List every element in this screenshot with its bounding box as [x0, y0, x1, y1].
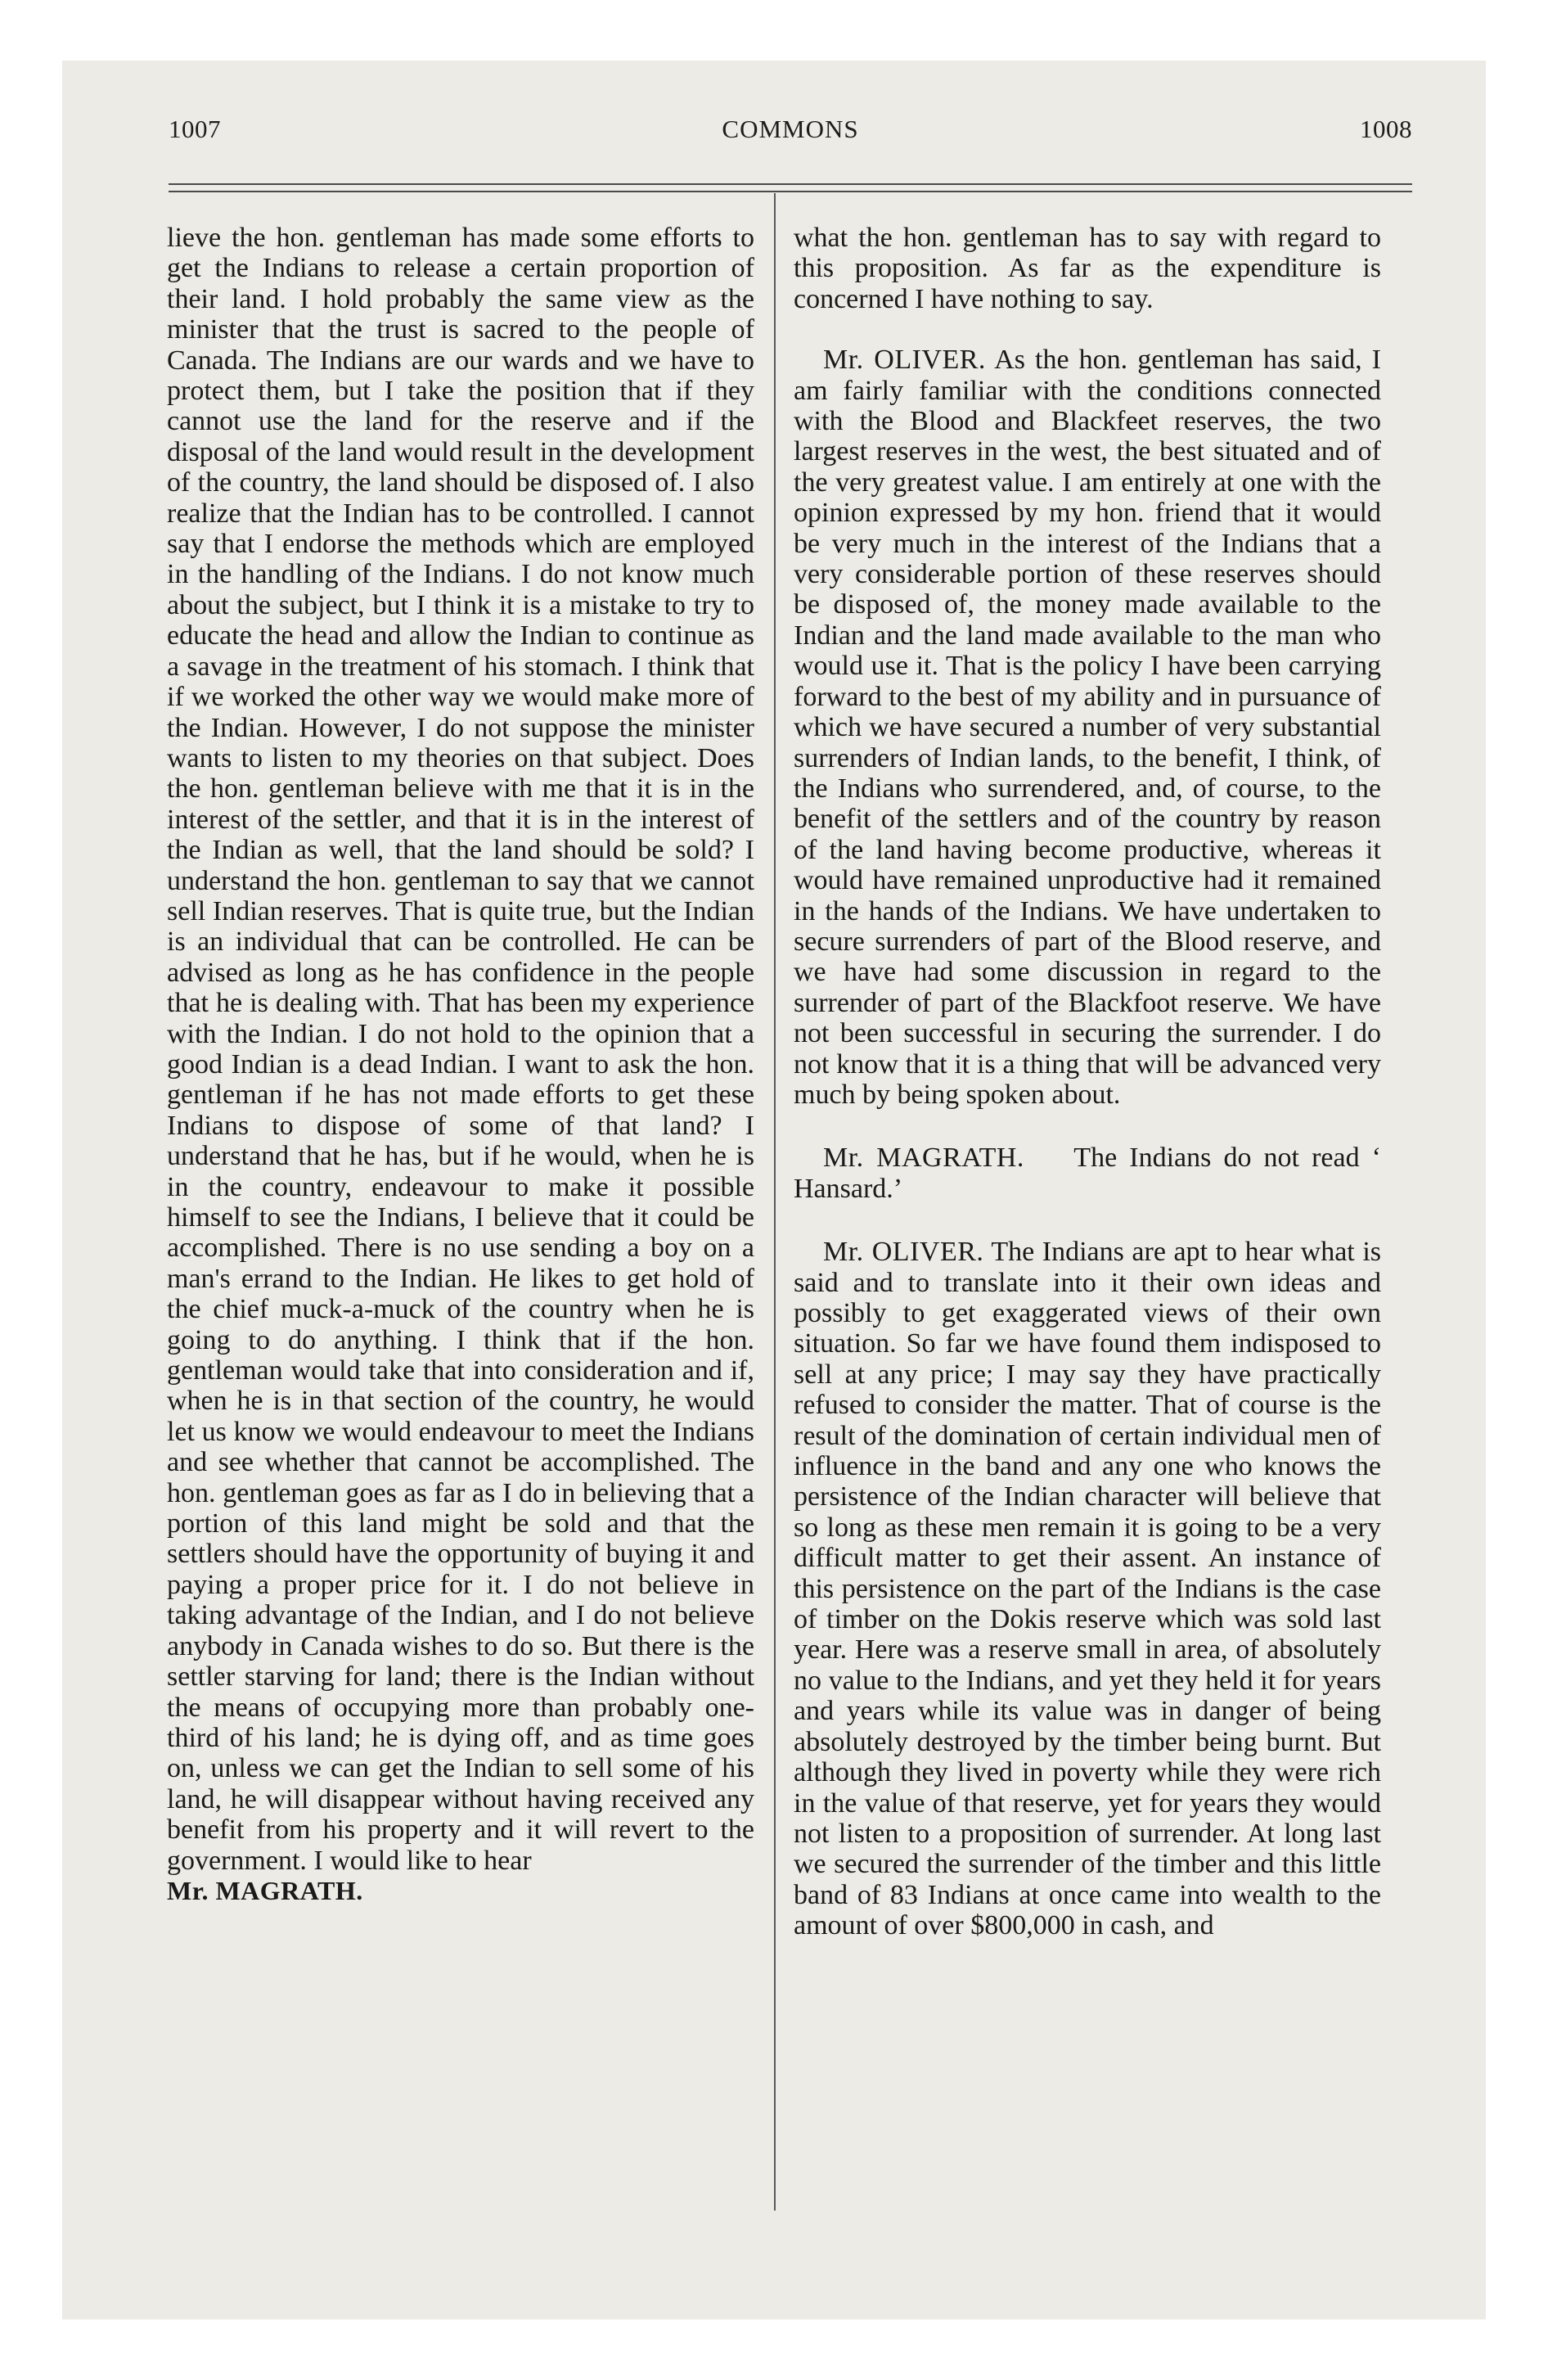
left-column-paragraph: lieve the hon. gentleman has made some efforts to get the Indians to release a certain proportion of their land. I hold probably the same view as the minister that the trust is sacred to the people of Canada. The Indians are our wards and we have to protect them, but I take the position that if they cannot use the land for the reserve and if the disposal of the land would result in the development of the country, the land should be disposed of. I also realize that the Indian has to be controlled. I cannot say that I endorse the methods which are employed in the handling of the Indians. I do not know much about the subject, but I think it is a mistake to try to educate the head and allow the Indian to continue as a savage in the treatment of his stomach. I think that if we worked the other way we would make more of the Indian. However, I do not suppose the minister wants to listen to my theories on that subject. Does the hon. gentleman believe with me that it is in the interest of the settler, and that it is in the interest of the Indian as well, that the land should be sold? I understand the hon. gentleman to say that we cannot sell Indian reserves. That is quite true, but the Indian is an individual that can be controlled. He can be advised as long as he has confidence in the people that he is dealing with. That has been my experience with the Indian. I do not hold to the opinion that a good Indian is a dead Indian. I want to ask the hon. gentleman if he has not made efforts to get these Indians to dispose of some of that land? I understand that he has, but if he would, when he is in the country, endeavour to make it possible himself to see the Indians, I believe that it could be accomplished. There is no use sending a boy on a man's errand to the Indian. He likes to get hold of the chief muck-a-muck of the country when he is going to do anything. I think that if the hon. gentleman would take that into consideration and if, when he is in that section of the country, he would let us know we would endeavour to meet the Indians and see whether that cannot be accomplished. The hon. gentleman goes as far as I do in believing that a portion of this land might be sold and that the settlers should have the opportunity of buying it and paying a proper price for it. I do not believe in taking advantage of the Indian, and I do not believe anybody in Canada wishes to do so. But there is the settler starving for land; there is the Indian without the means of occupying more than probably one-third of his land; he is dying off, and as time goes on, unless we can get the Indian to sell some of his land, he will disappear without having received any benefit from his property and it will revert to the government. I would like to hear [167, 223, 754, 1876]
header-rule-bottom [169, 191, 1412, 192]
page-header [169, 115, 1412, 147]
speaker-name: Mr. OLIVER. [823, 1237, 984, 1268]
journal-title: COMMONS [722, 115, 859, 143]
header-rule-top [169, 183, 1412, 185]
right-column-opening: what the hon. gentleman has to say with regard to this proposition. As far as the expenditure is concerned I have nothing to say. [794, 223, 1381, 314]
speech-text: The Indians do not read ‘ Hansard.’ [794, 1143, 1381, 1204]
right-column [794, 223, 1381, 1941]
column-divider [774, 193, 776, 2211]
left-column [167, 223, 754, 1906]
speaker-name: Mr. MAGRATH. [823, 1143, 1024, 1174]
speech-oliver-2 [794, 1237, 1381, 1941]
left-page-number: 1007 [169, 115, 221, 143]
scanned-page [62, 61, 1486, 2319]
right-page-number: 1008 [1360, 115, 1412, 143]
speech-oliver-1 [794, 345, 1381, 1110]
left-column-tail-speaker: Mr. MAGRATH. [167, 1875, 363, 1905]
speaker-name: Mr. OLIVER. [823, 345, 986, 376]
speech-magrath [794, 1143, 1381, 1204]
speech-text: As the hon. gentleman has said, I am fairly familiar with the conditions connected with the Blood and Blackfeet reserves, the two largest reserves in the west, the best situated and of the very greatest value. I am entirely at one with the opinion expressed by my hon. friend that it would be very much in the interest of the Indians that a very considerable portion of these reserves should be disposed of, the money made available to the Indian and the land made available to the man who would use it. That is the policy I have been carrying forward to the best of my ability and in pursuance of which we have secured a number of very substantial surrenders of Indian lands, to the benefit, I think, of the Indians who surrendered, and, of course, to the benefit of the settlers and of the country by reason of the land having become productive, whereas it would have remained unproductive had it remained in the hands of the Indians. We have undertaken to secure surrenders of part of the Blood reserve, and we have had some discussion in regard to the surrender of part of the Blackfoot reserve. We have not been successful in securing the surrender. I do not know that it is a thing that will be advanced very much by being spoken about. [794, 345, 1382, 1110]
speech-text: The Indians are apt to hear what is said and to translate into it their own ideas and possibly to get exaggerated views of their own situation. So far we have found them indisposed to sell at any price; I may say they have practically refused to consider the matter. That of course is the result of the domination of certain individual men of influence in the band and any one who knows the persistence of the Indian character will believe that so long as these men remain it is going to be a very difficult matter to get their assent. An instance of this persistence on the part of the Indians is the case of timber on the Dokis reserve which was sold last year. Here was a reserve small in area, of absolutely no value to the Indians, and yet they held it for years and years while its value was in danger of being absolutely destroyed by the timber being burnt. But although they lived in poverty while they were rich in the value of that reserve, yet for years they would not listen to a proposition of surrender. At long last we secured the surrender of the timber and this little band of 83 Indians at once came into wealth to the amount of over $800,000 in cash, and [794, 1237, 1381, 1941]
